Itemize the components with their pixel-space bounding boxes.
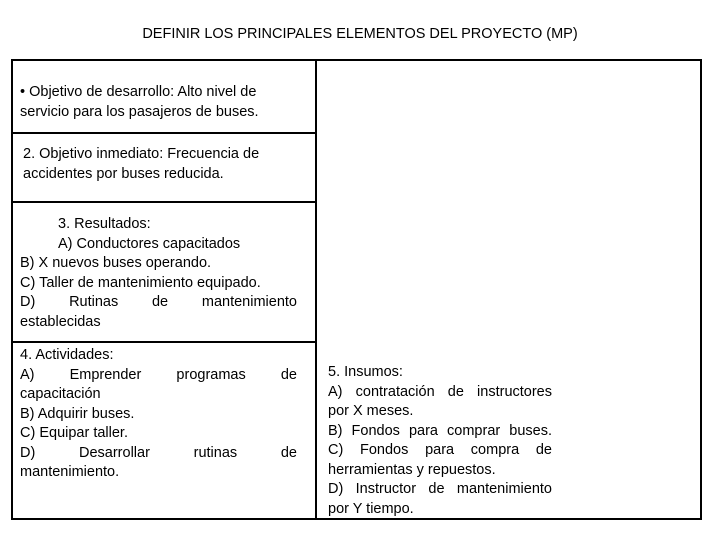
input-item: por Y tiempo. xyxy=(328,500,414,517)
word: Desarrollar xyxy=(79,444,150,461)
activity-item: capacitación xyxy=(20,386,101,402)
row-divider-1 xyxy=(13,132,315,134)
immediate-objective-line-2: accidentes por buses reducida. xyxy=(23,165,224,182)
activity-item: C) Equipar taller. xyxy=(20,425,128,441)
activities-heading: 4. Actividades: xyxy=(20,347,114,363)
activity-item: B) Adquirir buses. xyxy=(20,405,135,422)
row-divider-3 xyxy=(13,341,315,343)
word: A) xyxy=(20,366,35,383)
word: D) xyxy=(20,294,36,310)
inputs-cell xyxy=(328,363,552,519)
inputs-heading: 5. Insumos: xyxy=(328,364,403,380)
input-item: C) Fondos para compra de xyxy=(328,442,552,458)
word: Rutinas xyxy=(69,294,119,310)
word: rutinas xyxy=(193,444,238,461)
row-divider-2 xyxy=(13,201,315,203)
word: de xyxy=(280,444,297,461)
activity-item: mantenimiento. xyxy=(20,464,120,480)
activity-item-justified xyxy=(20,366,297,386)
input-item: D) Instructor de mantenimiento xyxy=(328,481,552,497)
development-objective-cell xyxy=(20,83,288,122)
word: mantenimiento xyxy=(201,294,297,310)
input-item: A) contratación de instructores xyxy=(328,383,552,400)
activity-item-justified xyxy=(20,444,297,464)
word: D) xyxy=(20,444,36,461)
input-item: herramientas y repuestos. xyxy=(328,461,496,478)
immediate-objective-line-1: 2. Objetivo inmediato: Frecuencia de xyxy=(23,146,260,162)
input-item: B) Fondos para comprar buses. xyxy=(328,422,552,439)
word: de xyxy=(280,366,297,383)
column-divider xyxy=(315,61,317,518)
result-item: B) X nuevos buses operando. xyxy=(20,255,212,271)
immediate-objective-cell xyxy=(23,145,291,184)
word: programas xyxy=(176,366,246,383)
page-title: DEFINIR LOS PRINCIPALES ELEMENTOS DEL PROYECTO (MP) xyxy=(142,26,578,42)
development-objective-line-1: • Objetivo de desarrollo: Alto nivel de xyxy=(20,84,257,100)
result-item: A) Conductores capacitados xyxy=(58,235,241,252)
result-item-justified xyxy=(20,293,297,313)
activities-cell xyxy=(20,346,297,483)
results-cell xyxy=(20,215,297,332)
results-heading: 3. Resultados: xyxy=(58,216,151,232)
result-item: C) Taller de mantenimiento equipado. xyxy=(20,274,261,291)
development-objective-line-2: servicio para los pasajeros de buses. xyxy=(20,103,259,120)
result-item: establecidas xyxy=(20,313,101,330)
word: de xyxy=(151,294,169,310)
word: Emprender xyxy=(69,366,142,383)
input-item: por X meses. xyxy=(328,403,414,419)
